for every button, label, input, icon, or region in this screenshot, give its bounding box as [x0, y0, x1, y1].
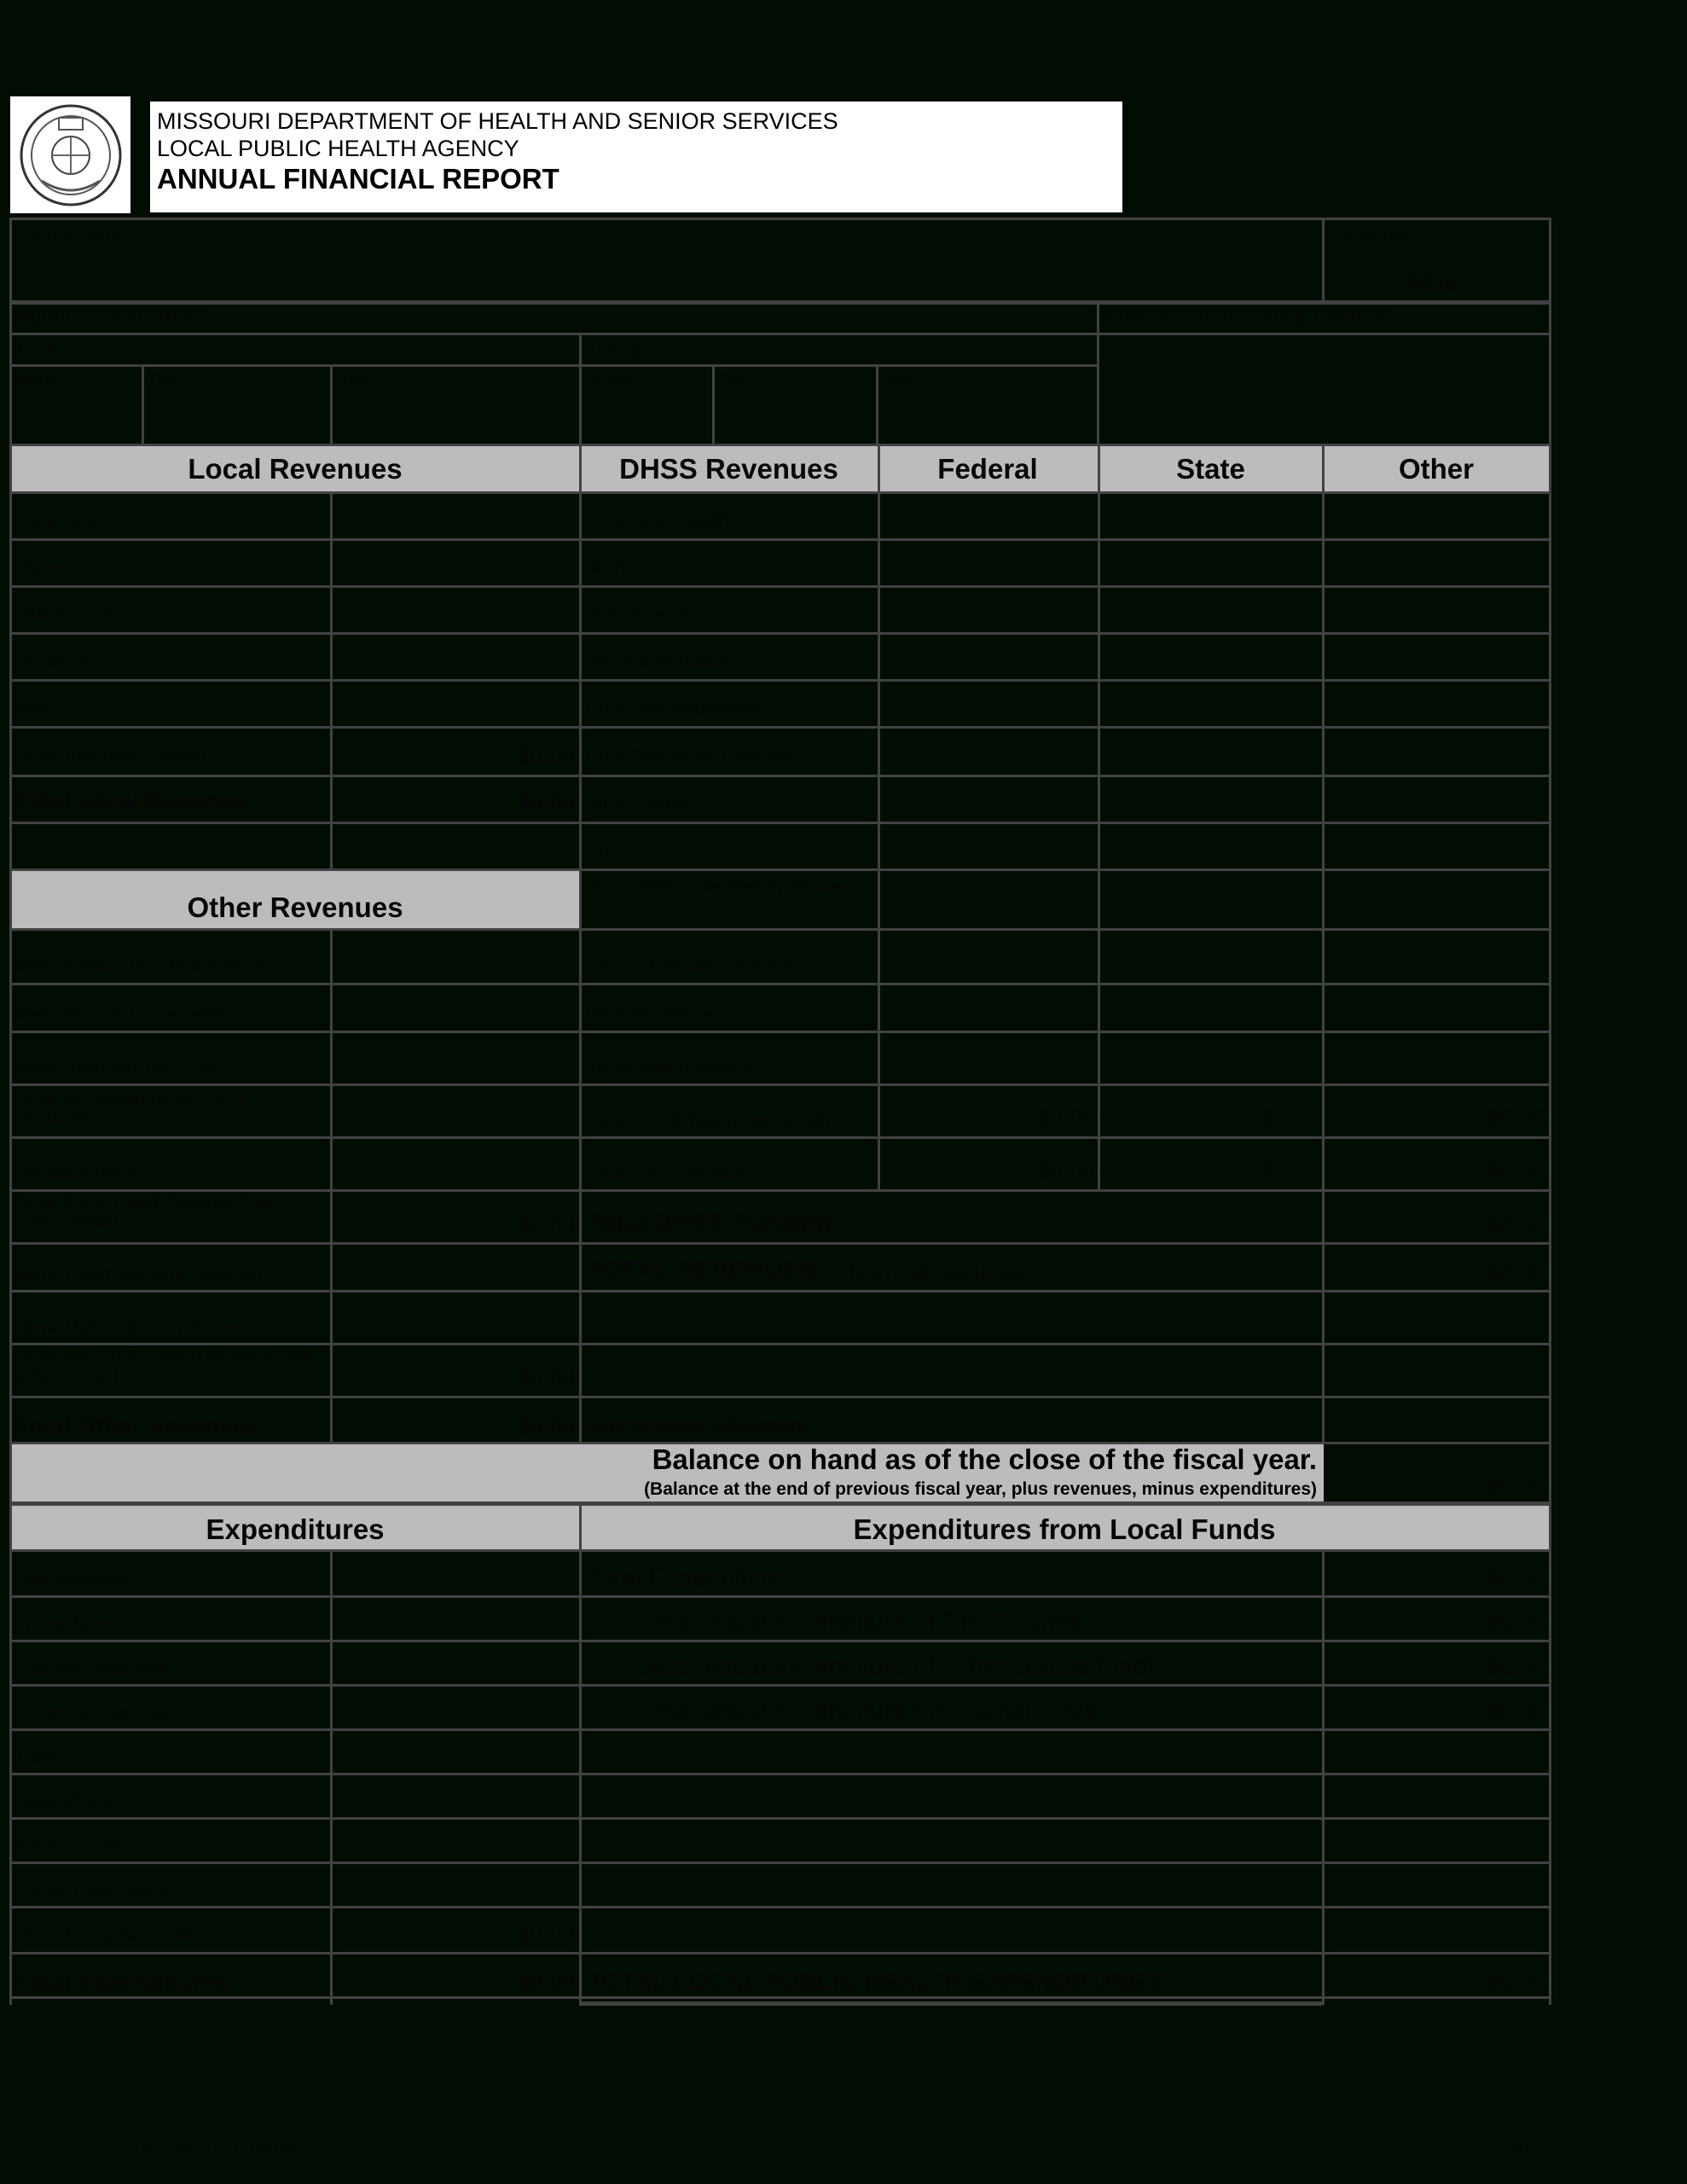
grid-line-h: [9, 1343, 1549, 1345]
grid-line-v: [330, 364, 333, 445]
grid-line-v: [876, 364, 878, 445]
expenditure-row-label: Fringe Benefits: [15, 1615, 130, 1634]
grid-line-v: [878, 444, 880, 1189]
total-local-revenue-value: $0.00: [517, 789, 575, 815]
grid-line-h: [9, 364, 1099, 367]
grid-line-v: [9, 218, 12, 1503]
grid-line-v: [9, 1503, 12, 2005]
dhss-row-label: Worksite Wellness: [587, 1006, 727, 1025]
expenditures-local-funds-header: Expenditures from Local Funds: [853, 1513, 1276, 1545]
grid-line-h: [9, 444, 1549, 446]
state-header: State: [1176, 453, 1245, 485]
form-code: DH-22: [1499, 2140, 1546, 2158]
fiscal-year-value: 2016: [1407, 270, 1459, 295]
dhss-row-label: BCCCP/Show Me Healthy Women: [587, 878, 849, 897]
grand-total-label: TOTAL LOCAL PUBLIC HEALTH EXPENDITURES: [587, 1969, 1162, 1996]
grid-line-h: [9, 1817, 1549, 1820]
local-revenues-header: Local Revenues: [188, 453, 403, 485]
title-line-2: LOCAL PUBLIC HEALTH AGENCY: [157, 136, 519, 161]
grid-line-v: [579, 333, 582, 445]
through-label: Through: [587, 340, 651, 359]
grid-line-v: [712, 364, 715, 445]
state-seal-logo: [10, 96, 130, 213]
expenditure-row-label: Utilities/Rent: [15, 1792, 112, 1811]
grand-total-value: $0.00: [1487, 1970, 1545, 1995]
accrual-adjustment-label: Accrual Basis Adjustment: [587, 1416, 809, 1436]
grid-line-v: [1322, 218, 1325, 303]
local-funds-row-value: $0.00: [1487, 1654, 1545, 1680]
local-row-label: Interest: [15, 559, 72, 578]
expenditure-row-label: Other Total (attach detail): [15, 1926, 207, 1945]
other-rev-row-label: Home Maker (all pymt. Sources): [15, 1319, 260, 1338]
from-month-label: Month: [15, 371, 63, 390]
agency-name-label: Agency Name: [17, 224, 125, 243]
grid-line-h: [9, 1952, 1549, 1955]
accrual-sign-label: (+/-): [1201, 1417, 1233, 1436]
local-funds-row-value: $0.00: [1487, 1610, 1545, 1635]
grid-line-h: [9, 868, 1549, 871]
dhss-row-label: Core Public Health: [587, 512, 729, 531]
local-row-label: Vital Records: [15, 606, 117, 624]
grid-line-v: [142, 364, 144, 445]
dhss-revenues-header: DHSS Revenues: [619, 453, 838, 485]
dhss-row-label: PHEP: [587, 841, 634, 860]
grid-line-h: [9, 1684, 1549, 1687]
expenditure-row-label: Contracted Services: [15, 1704, 170, 1722]
from-day-label: Day: [150, 371, 181, 390]
dhss-row-label: WIC Administration: [587, 653, 733, 671]
fiscal-year-label: Fiscal Year: [1330, 224, 1414, 243]
title-line-1: MISSOURI DEPARTMENT OF HEALTH AND SENIOR SERVICES: [157, 108, 838, 134]
grid-line-h: [9, 1083, 1549, 1086]
grid-line-h: [9, 983, 1549, 985]
grid-line-h: [9, 1242, 1549, 1245]
grid-line-h: [9, 822, 1549, 824]
grid-line-h: [9, 1396, 1549, 1398]
total-other-revenues-label: Total Other Revenues: [15, 1413, 261, 1439]
grid-line-v: [1322, 1549, 1325, 2005]
grid-line-h: [9, 775, 1549, 777]
local-funds-row-value: $0.00: [1487, 1565, 1545, 1591]
total-dhss-funding-value: $0.00: [1487, 1212, 1545, 1238]
state-total-dhss-value: $0.00: [1259, 1158, 1317, 1183]
local-other-total-value: $0.00: [517, 743, 575, 769]
other-rev-row-label: Medicaid/MC+ (non-Home Health): [15, 957, 275, 976]
total-expenditures-value: $0.00: [517, 1970, 575, 1995]
grid-line-v: [1322, 444, 1325, 1442]
dhss-row-label: Immunization/Vaccine: [587, 1058, 753, 1077]
through-month-label: Month: [587, 371, 635, 390]
grid-line-h: [9, 632, 1549, 635]
total-local-revenue-label: Total Local Revenue: [15, 787, 246, 813]
expenditure-row-label: Salaries/Wages: [15, 1571, 135, 1589]
other-rev-row-label: Other Public Health Revenue Total (attach detail): [15, 1194, 277, 1232]
dhss-row-label: AIDS Funding: [587, 794, 693, 813]
grid-line-h: [1099, 333, 1549, 335]
federal-other-dhss-value: $0.00: [1037, 1105, 1095, 1130]
expenditure-row-label: Capital Expenditures: [15, 1881, 173, 1900]
total-revenues-sub: (from all sources): [839, 1258, 1037, 1287]
expenditure-other-total-value: $0.00: [517, 1922, 575, 1948]
dhss-row-label: Total DHSS Revenue: [587, 1165, 748, 1183]
other-rev-row-label: Home Health (all pymt. Sources): [15, 1265, 262, 1284]
grid-line-h: [9, 1549, 1549, 1552]
dhss-row-label: Chronic Disease Prevention: [587, 957, 798, 976]
dhss-row-label: Child Care Inspections: [587, 700, 759, 718]
other-revenues-header: Other Revenues: [187, 892, 403, 923]
local-funds-row-label: Less actual expenditure for Capital costs: [636, 1697, 1098, 1725]
expenditures-header: Expenditures: [206, 1513, 385, 1545]
other-rev-row-label: Insurance Billing: [15, 1165, 141, 1183]
total-expenditures-label: Total Expenditures: [15, 1969, 229, 1995]
local-funds-row-label: Less actual expenditure of DHSS funds: [636, 1608, 1083, 1636]
grid-line-v: [1098, 444, 1100, 1189]
grid-line-h: [9, 679, 1549, 682]
total-revenues-label: TOTAL REVENUES: [587, 1257, 818, 1285]
grid-line-v: [330, 491, 333, 868]
other-rev-row-label: Medicare (non-Home Health): [15, 1006, 235, 1025]
grid-line-h: [9, 1996, 1549, 1999]
local-row-label: Donations: [15, 653, 93, 671]
other-non-public-health-total-value: $0.00: [517, 1364, 575, 1390]
grid-line-h: [9, 1728, 1549, 1731]
balance-value: $0.00: [1487, 1472, 1545, 1497]
local-funds-row-value: $0.00: [1487, 1699, 1545, 1724]
balance-title: Balance on hand as of the close of the fiscal year.: [652, 1443, 1317, 1475]
dhss-row-label: MCH: [587, 559, 626, 578]
grid-line-h: [579, 2001, 1322, 2006]
local-row-label: Fees: [15, 700, 54, 718]
grid-line-v: [579, 1503, 582, 2005]
grid-line-v: [1097, 303, 1099, 445]
grid-line-v: [1549, 1503, 1551, 2005]
from-label: From: [17, 340, 57, 359]
other-rev-row-label: Other MO Departments (DESE, DOSE, etc.): [15, 1089, 255, 1127]
grid-line-h: [9, 1189, 1549, 1192]
local-funds-row-label: Less actual expenditure of Other source funds: [636, 1653, 1160, 1681]
other-header: Other: [1398, 453, 1474, 485]
grid-line-h: [9, 1773, 1549, 1775]
other-public-health-total-value: $0.00: [517, 1212, 575, 1238]
form-number: MO 580-1971 (04-06): [142, 2140, 298, 2158]
grid-line-h: [9, 333, 1099, 335]
local-row-label: Other Total (attach detail): [15, 747, 207, 766]
grid-line-v: [1549, 218, 1551, 1503]
dhss-row-label: School Health: [587, 606, 693, 624]
report-title-block: [150, 102, 1122, 212]
grid-line-h: [9, 928, 1549, 931]
grid-line-h: [9, 726, 1549, 729]
grid-line-v: [330, 1549, 333, 2005]
grid-line-h: [9, 585, 1549, 588]
other-rev-row-label: Other Non-Public Health Revenue Total (attach detail): [15, 1348, 314, 1385]
through-day-label: Day: [719, 371, 750, 390]
grid-line-h: [9, 1906, 1549, 1908]
balance-subtitle: (Balance at the end of previous fiscal year, plus revenues, minus expenditures): [644, 1479, 1317, 1499]
other-rev-row-label: Family Planning/Title X, etc.: [15, 1058, 227, 1077]
through-year-label: Year: [884, 371, 919, 390]
federal-header: Federal: [937, 453, 1038, 485]
dhss-row-label: Child Care Nurse Consultant: [587, 747, 804, 766]
total-dhss-funding-label: Total DHSS Funding: [587, 1209, 832, 1237]
grid-line-v: [579, 444, 582, 1442]
expenditure-row-label: Supplies/Equipment: [15, 1659, 167, 1678]
federal-total-dhss-value: $0.00: [1037, 1158, 1095, 1183]
grid-line-h: [9, 1031, 1549, 1033]
grid-line-h: [9, 1595, 1549, 1598]
grid-line-h: [9, 1502, 1549, 1506]
grid-line-h: [9, 538, 1549, 541]
grid-line-h: [9, 218, 1549, 220]
grid-line-h: [9, 491, 1549, 494]
other-total-dhss-value: $0.00: [1487, 1158, 1545, 1183]
other-other-dhss-value: $0.00: [1487, 1105, 1545, 1130]
grid-line-h: [9, 1290, 1549, 1292]
grid-line-h: [9, 1640, 1549, 1642]
total-other-revenues-value: $0.00: [517, 1414, 575, 1439]
grid-line-h: [9, 1136, 1549, 1139]
from-year-label: Year: [339, 371, 374, 390]
local-row-label: Local Taxes: [15, 512, 106, 531]
grid-line-h: [9, 1862, 1549, 1864]
agency-fiscal-year-label: Agency Fiscal Year: [15, 303, 197, 327]
dhss-row-label: Other DHSS Total (attach detail): [587, 1112, 831, 1130]
local-funds-row-label: Total Expenditures: [587, 1564, 797, 1592]
state-other-dhss-value: $0.00: [1259, 1105, 1317, 1130]
expenditure-row-label: Election Costs: [15, 1837, 125, 1856]
expenditure-row-label: Travel: [15, 1748, 62, 1767]
title-line-3: ANNUAL FINANCIAL REPORT: [157, 163, 559, 195]
previous-year-balance-label: Previous Year Ending Balance: [1104, 303, 1391, 327]
total-revenues-value: $0.00: [1487, 1260, 1545, 1286]
